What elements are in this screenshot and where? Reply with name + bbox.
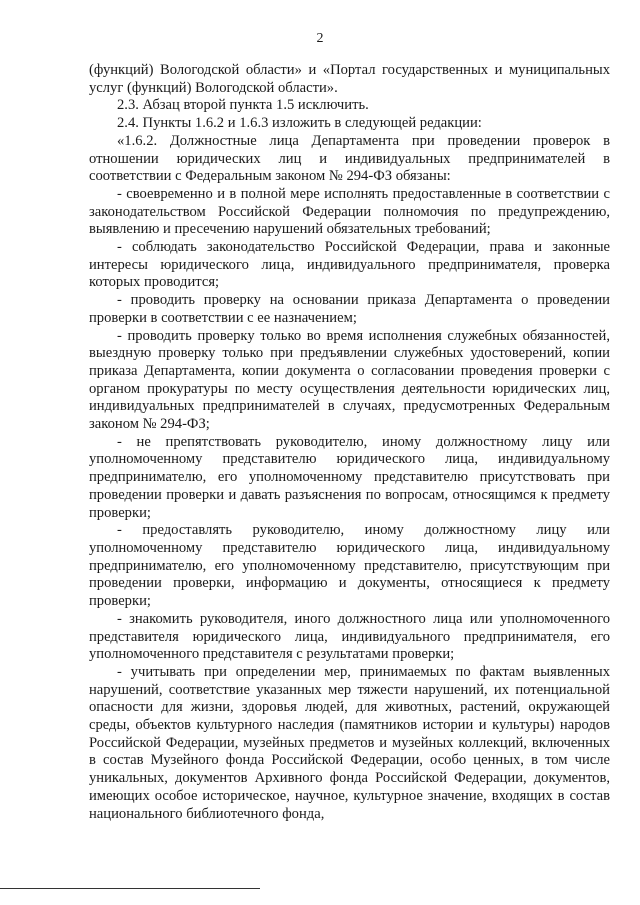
list-item: - проводить проверку на основании приказа Департамента о проведении проверки в соответствии с ее назначением; bbox=[89, 292, 610, 326]
page-number: 2 bbox=[316, 31, 324, 46]
footnote-divider bbox=[0, 888, 260, 889]
list-item: - предоставлять руководителю, иному должностному лицу или уполномоченному представителю юридического лица, индивидуальному предпринимателю, его уполномоченному представителю, присутствующим при проведении проверки, информацию и документы, относящиеся к предмету проверки; bbox=[89, 522, 610, 610]
list-item: - соблюдать законодательство Российской Федерации, права и законные интересы юридического лица, индивидуального предпринимателя, проверка которых проводится; bbox=[89, 239, 610, 291]
paragraph-continuation: (функций) Вологодской области» и «Портал государственных и муниципальных услуг (функций) Вологодской области». bbox=[89, 62, 610, 96]
list-item: - знакомить руководителя, иного должностного лица или уполномоченного представителя юридического лица, индивидуального предпринимателя, его уполномоченного представителя с результатами проверки; bbox=[89, 610, 610, 663]
list-item: - своевременно и в полной мере исполнять предоставленные в соответствии с законодательством Российской Федерации полномочия по предупреждению, выявлению и пресечению нарушений обязательных требований; bbox=[89, 185, 610, 238]
list-item: - учитывать при определении мер, принимаемых по фактам выявленных нарушений, соответствие указанных мер тяжести нарушений, их потенциальной опасности для жизни, здоровья людей, для животных, растений, окружающей среды, объектов культурного наследия (памятников истории и культуры) народов Российской Федерации, музейных предметов и музейных коллекций, включенных в состав Музейного фонда Российской Федерации, особо ценных, в том числе уникальных, документов Архивного фонда Российской Федерации, документов, имеющих особое историческое, научное, культурное значение, входящих в состав национального библиотечного фонда, bbox=[89, 663, 610, 822]
list-item: - проводить проверку только во время исполнения служебных обязанностей, выездную проверку только при предъявлении служебных удостоверений, копии приказа Департамента, копии документа о согласовании проведения проверки с органом прокуратуры по месту осуществления деятельности юридических лиц, индивидуальных предпринимателей в случаях, предусмотренных Федеральным законом № 294-ФЗ; bbox=[89, 327, 610, 433]
paragraph-item-2-3: 2.3. Абзац второй пункта 1.5 исключить. bbox=[117, 97, 369, 114]
list-item: - не препятствовать руководителю, иному должностному лицу или уполномоченному представителю юридического лица, индивидуальному предпринимателю, его уполномоченному представителю присутствовать при проведении проверки и давать разъяснения по вопросам, относящимся к предмету проверки; bbox=[89, 433, 610, 521]
paragraph-item-1-6-2: «1.6.2. Должностные лица Департамента при проведении проверок в отношении юридических лиц и индивидуальных предпринимателей в соответствии с Федеральным законом № 294-ФЗ обязаны: bbox=[89, 132, 610, 185]
document-body bbox=[89, 62, 610, 823]
paragraph-item-2-4: 2.4. Пункты 1.6.2 и 1.6.3 изложить в следующей редакции: bbox=[117, 115, 482, 132]
